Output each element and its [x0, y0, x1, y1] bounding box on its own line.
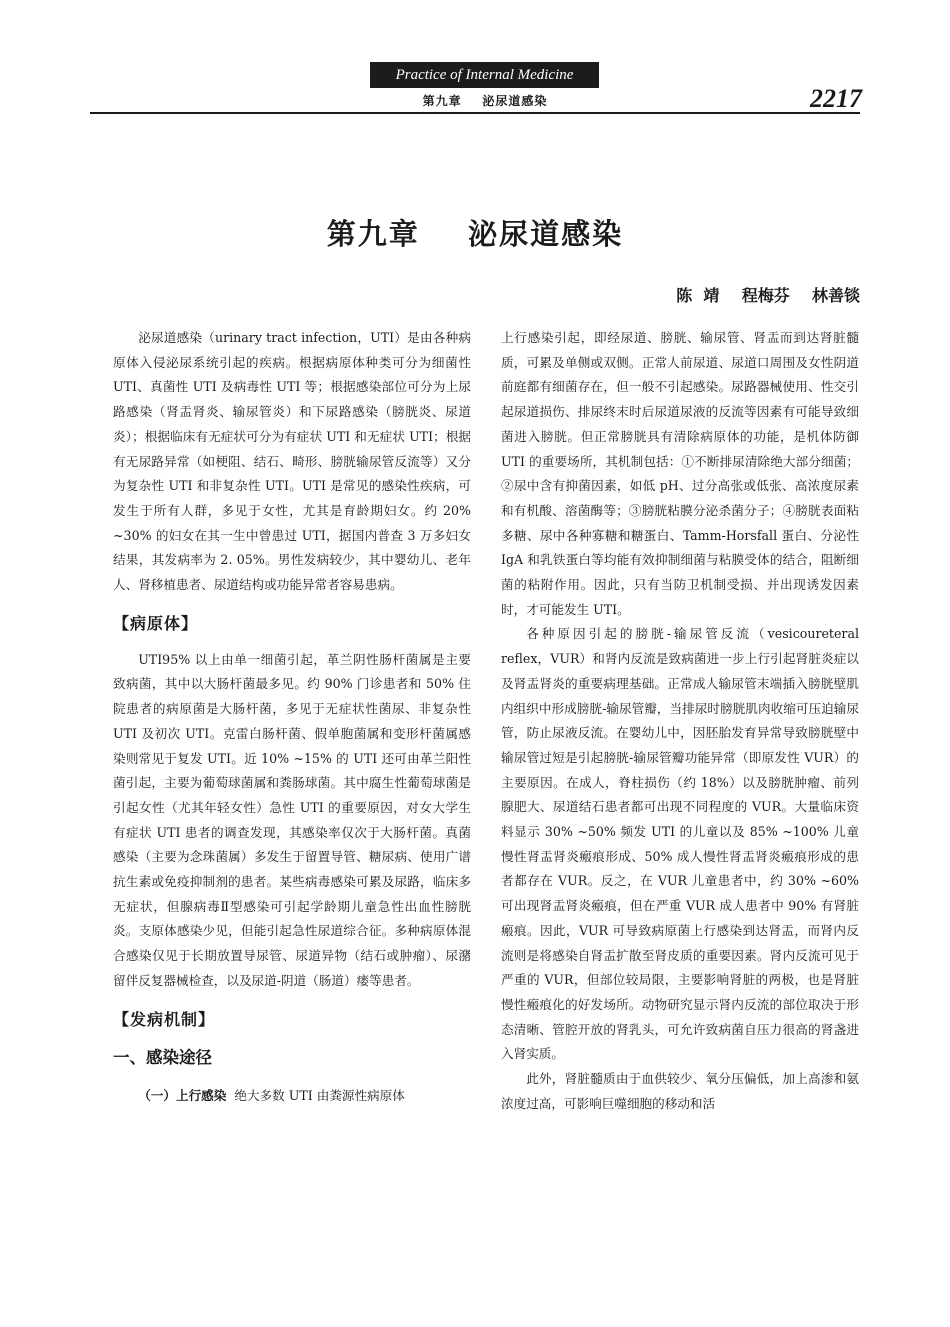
running-header-chapter: 第九章 泌尿道感染	[422, 94, 548, 108]
subsection-heading-infection-route: 一、感染途径	[113, 1047, 212, 1067]
header-rule	[90, 112, 860, 114]
right-paragraph-3: 此外，肾脏髓质由于血供较少、氧分压偏低，加上高渗和氨浓度过高，可影响巨噬细胞的移动和活	[501, 1071, 859, 1111]
section-heading-pathogenesis: 【发病机制】	[113, 1009, 216, 1029]
left-column	[113, 326, 471, 1108]
page-number: 2217	[810, 84, 862, 113]
authors: 陈 靖 程梅芬 林善锬	[676, 286, 860, 305]
right-column	[501, 326, 859, 1117]
right-paragraph-2: 各种原因引起的膀胱-输尿管反流（vesicoureteral reflex，VUR）和肾内反流是致病菌进一步上行引起肾脏炎症以及肾盂肾炎的重要病理基础。正常成人输尿管末端插入膀胱壁肌内组织中形成膀胱-输尿管瓣，当排尿时膀胱肌肉收缩可压迫输尿管，防止尿液反流。在婴幼儿中，因胚胎发育异常导致膀胱壁中输尿管过短是引起膀胱-输尿管瓣功能异常（即原发性 VUR）的主要原因。在成人，脊柱损伤（约 18%）以及膀胱肿瘤、前列腺肥大、尿道结石患者都可出现不同程度的 VUR。大量临床资料显示 30% ~50% 频发 UTI 的儿童以及 85% ~100% 儿童慢性肾盂肾炎瘢痕形成、50% 成人慢性肾盂肾炎瘢痕形成的患者都存在 VUR。反之，在 VUR 儿童患者中，约 30% ~60% 可出现肾盂肾炎瘢痕，但在严重 VUR 成人患者中 90% 有肾脏瘢痕。因此，VUR 可导致病原菌上行感染到达肾盂，而肾内反流则是将感染自肾盂扩散至肾皮质的重要因素。肾内反流可见于严重的 VUR，但部位较局限，主要影响肾脏的两极，也是肾脏慢性瘢痕化的好发场所。动物研究显示肾内反流的部位取决于形态清晰、管腔开放的肾乳头，可允许致病菌自压力很高的肾盏进入肾实质。	[501, 626, 859, 1062]
journal-banner: Practice of Internal Medicine	[370, 62, 599, 88]
ascending-infection-text: 绝大多数 UTI 由粪源性病原体	[234, 1087, 405, 1103]
chapter-title: 第九章 泌尿道感染	[326, 217, 624, 251]
pathogen-paragraph: UTI95% 以上由单一细菌引起，革兰阴性肠杆菌属是主要致病菌，其中以大肠杆菌最多见。约 90% 门诊患者和 50% 住院患者的病原菌是大肠杆菌，多见于无症状性菌尿、非复杂性 UTI 及初次 UTI。克雷白肠杆菌、假单胞菌属和变形杆菌属感染则常见于复发 UTI。近 10% ~15% 的 UTI 还可由革兰阳性菌引起，主要为葡萄球菌属和粪肠球菌。其中腐生性葡萄球菌是引起女性（尤其年轻女性）急性 UTI 的重要原因，对女大学生有症状 UTI 患者的调查发现，其感染率仅次于大肠杆菌。真菌感染（主要为念珠菌属）多发生于留置导管、糖尿病、使用广谱抗生素或免疫抑制剂的患者。某些病毒感染可累及尿路，临床多无症状，但腺病毒Ⅱ型感染可引起学龄期儿童急性出血性膀胱炎。支原体感染少见，但能引起急性尿道综合征。多种病原体混合感染仅见于长期放置导尿管、尿道异物（结石或肿瘤）、尿潴留伴反复器械检查，以及尿道-阴道（肠道）瘘等患者。	[113, 651, 471, 988]
section-heading-pathogen: 【病原体】	[113, 613, 199, 633]
right-paragraph-1: 上行感染引起，即经尿道、膀胱、输尿管、肾盂而到达肾脏髓质，可累及单侧或双侧。正常人前尿道、尿道口周围及女性阴道前庭都有细菌存在，但一般不引起感染。尿路器械使用、性交引起尿道损伤、排尿终末时后尿道尿液的反流等因素有可能导致细菌进入膀胱。但正常膀胱具有清除病原体的功能，是机体防御 UTI 的重要场所，其机制包括：①不断排尿清除绝大部分细菌；②尿中含有抑菌因素，如低 pH、过分高张或低张、高浓度尿素和有机酸、溶菌酶等；③膀胱粘膜分泌杀菌分子；④膀胱表面粘多糖、尿中各种寡糖和糖蛋白、Tamm-Horsfall 蛋白、分泌性 IgA 和乳铁蛋白等均能有效抑制细菌与粘膜受体的结合，阻断细菌的粘附作用。因此，只有当防卫机制受损、并出现诱发因素时，才可能发生 UTI。	[501, 330, 859, 617]
intro-paragraph: 泌尿道感染（urinary tract infection，UTI）是由各种病原体入侵泌尿系统引起的疾病。根据病原体种类可分为细菌性 UTI、真菌性 UTI 及病毒性 UTI 等；根据感染部位可分为上尿路感染（肾盂肾炎、输尿管炎）和下尿路感染（膀胱炎、尿道炎）；根据临床有无症状可分为有症状 UTI 和无症状 UTI；根据有无尿路异常（如梗阻、结石、畸形、膀胱输尿管反流等）又分为复杂性 UTI 和非复杂性 UTI。UTI 是常见的感染性疾病，可发生于所有人群，多见于女性，尤其是育龄期妇女。约 20% ~30% 的妇女在其一生中曾患过 UTI，据国内普查 3 万多妇女结果，其发病率为 2. 05%。男性发病较少，其中婴幼儿、老年人、肾移植患者、尿道结构或功能异常者容易患病。	[113, 330, 471, 593]
ascending-infection-label: （一）上行感染	[138, 1087, 227, 1103]
ascending-infection-paragraph	[113, 1084, 471, 1109]
